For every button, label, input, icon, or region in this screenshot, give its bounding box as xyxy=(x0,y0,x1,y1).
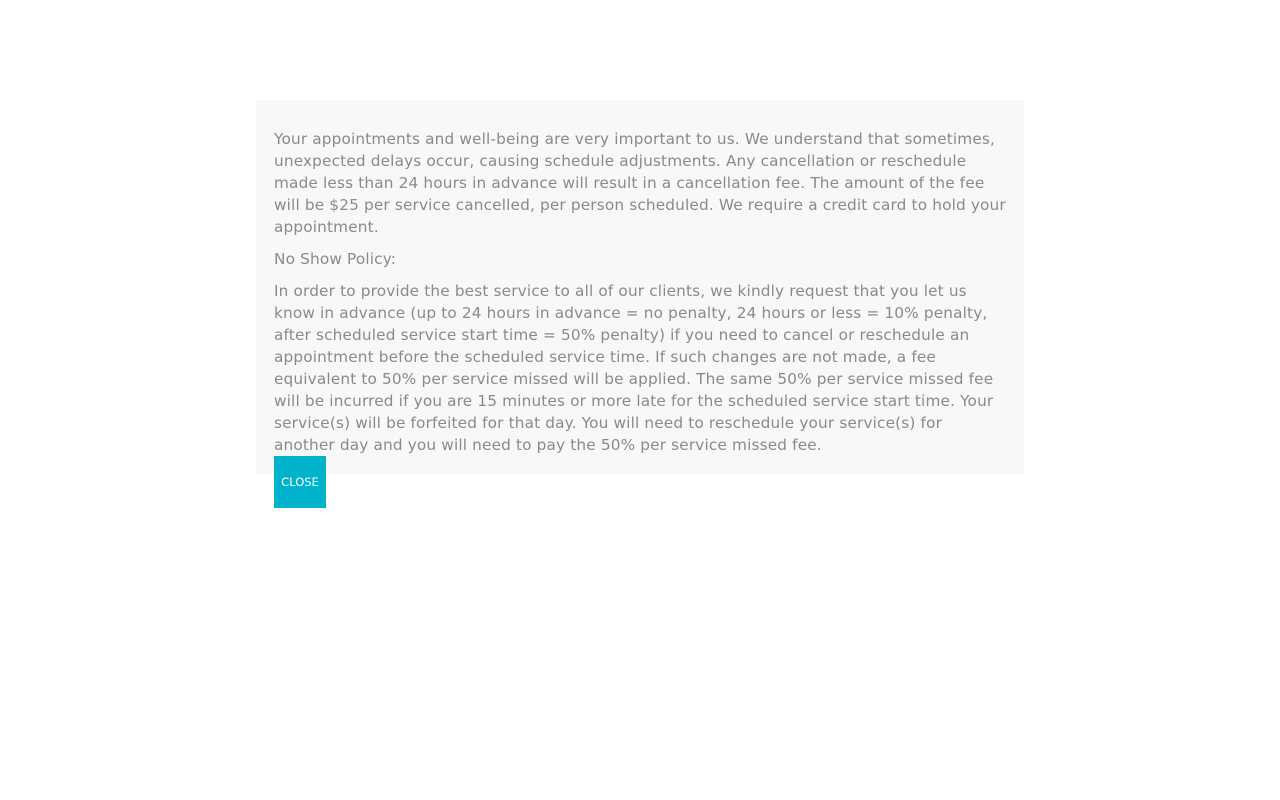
no-show-policy-text: In order to provide the best service to all of our clients, we kindly request that you let us know in advance (up to 24 hours in advance = no penalty, 24 hours or less = 10% penalty, after scheduled service start time = 50% penalty) if you need to cancel or reschedule an appointment before the scheduled service time. If such changes are not made, a fee equivalent to 50% per service missed will be applied. The same 50% per service missed fee will be incurred if you are 15 minutes or more late for the scheduled service start time. Your service(s) will be forfeited for that day. You will need to reschedule your service(s) for another day and you will need to pay the 50% per service missed fee. xyxy=(274,282,994,454)
no-show-policy-heading: No Show Policy: xyxy=(274,250,397,268)
cancellation-policy-modal xyxy=(256,100,1024,474)
close-button[interactable]: CLOSE xyxy=(274,456,326,508)
cancellation-policy-text: Your appointments and well-being are very important to us. We understand that sometimes, unexpected delays occur, causing schedule adjustments. Any cancellation or reschedule made less than 24 hours in advance will result in a cancellation fee. The amount of the fee will be $25 per service cancelled, per person scheduled. We require a credit card to hold your appointment. xyxy=(274,130,1006,236)
